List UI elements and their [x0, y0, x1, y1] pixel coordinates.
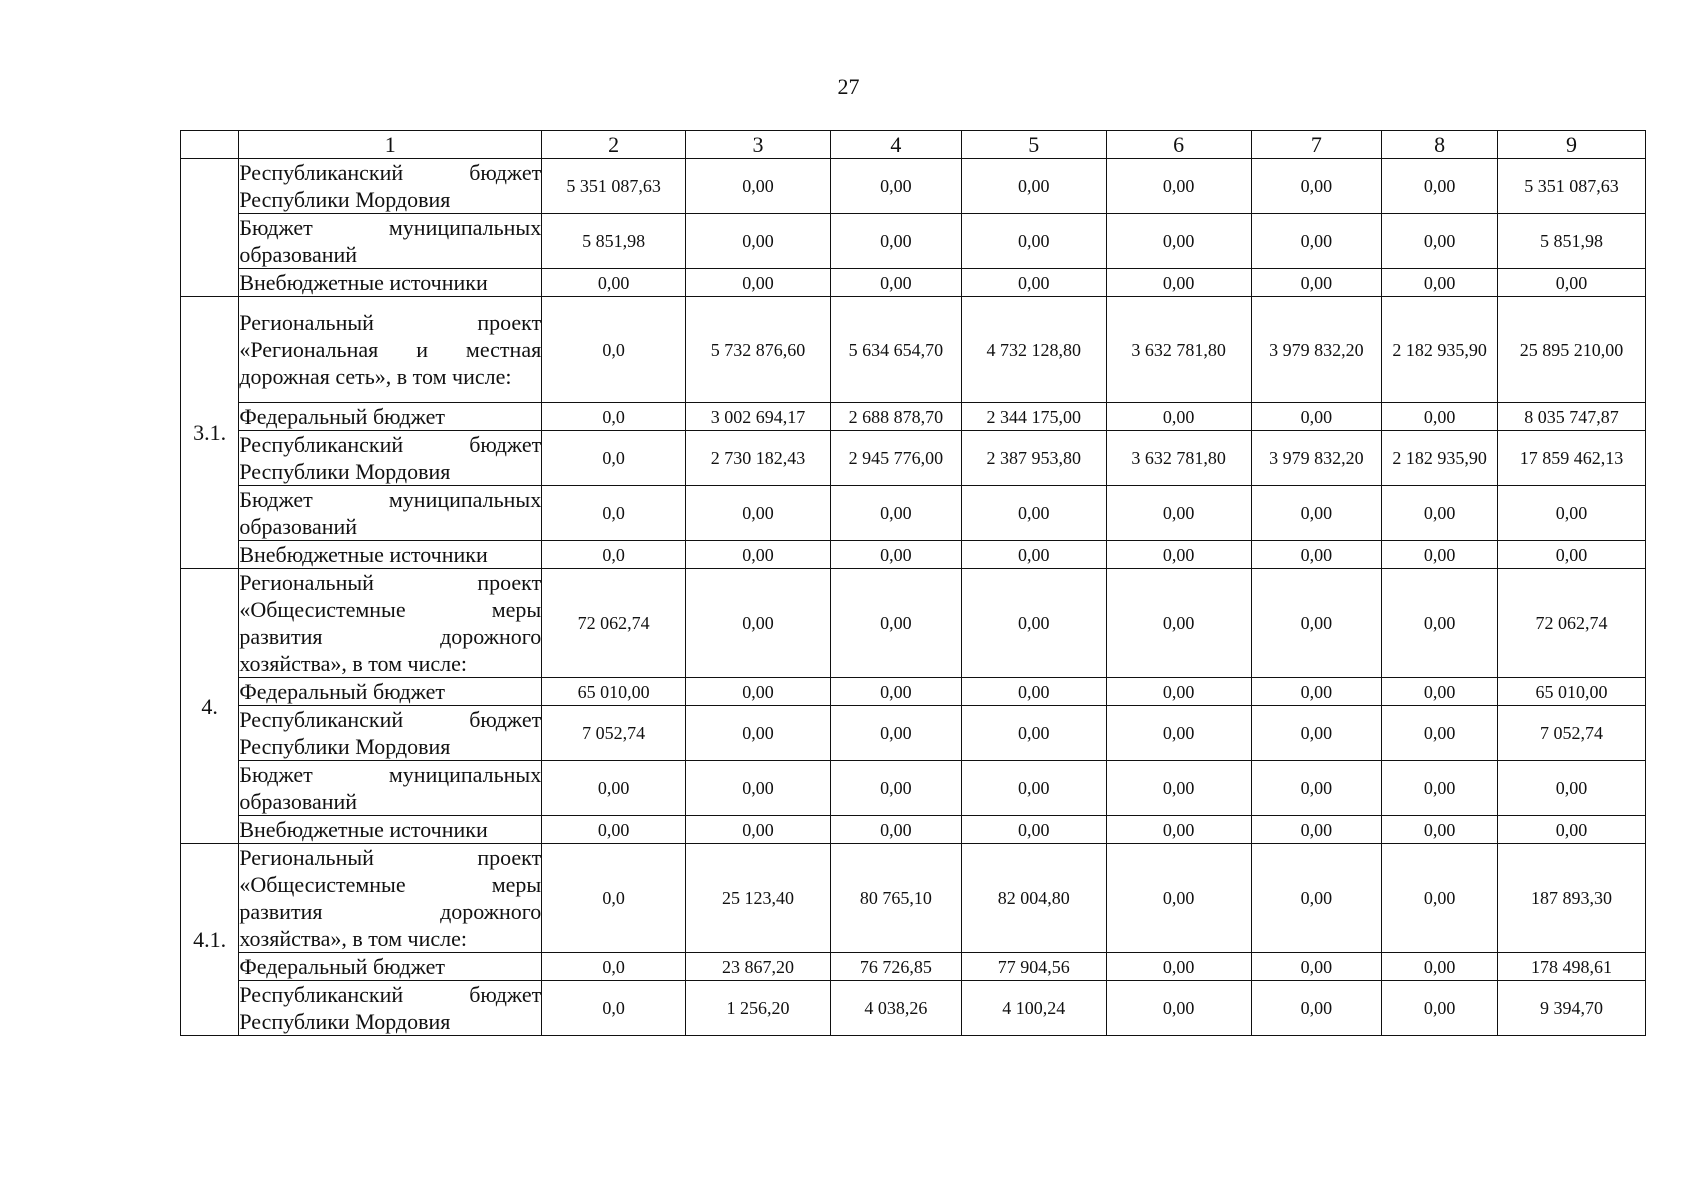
value-cell: 0,00	[830, 541, 961, 569]
value-cell: 65 010,00	[1498, 678, 1646, 706]
value-cell: 0,00	[1498, 816, 1646, 844]
value-cell: 4 038,26	[830, 981, 961, 1036]
table-row	[181, 981, 1646, 1036]
value-cell: 0,0	[542, 431, 686, 486]
value-cell: 0,00	[830, 678, 961, 706]
value-cell: 0,00	[1106, 214, 1251, 269]
row-label: Федеральный бюджет	[239, 953, 542, 981]
value-cell: 0,00	[1382, 159, 1498, 214]
value-cell: 0,00	[1382, 678, 1498, 706]
table-row	[181, 541, 1646, 569]
value-cell: 0,0	[542, 486, 686, 541]
value-cell: 82 004,80	[961, 844, 1106, 953]
value-cell: 0,00	[686, 816, 831, 844]
value-cell: 1 256,20	[686, 981, 831, 1036]
value-cell: 0,00	[1106, 541, 1251, 569]
header-cell: 6	[1106, 131, 1251, 159]
value-cell: 0,00	[1382, 486, 1498, 541]
value-cell: 7 052,74	[542, 706, 686, 761]
value-cell: 0,00	[1106, 678, 1251, 706]
row-label: Федеральный бюджет	[239, 678, 542, 706]
value-cell: 0,0	[542, 981, 686, 1036]
value-cell: 3 979 832,20	[1251, 431, 1382, 486]
value-cell: 72 062,74	[1498, 569, 1646, 678]
row-index	[181, 159, 239, 297]
budget-table	[180, 130, 1646, 1036]
table-row	[181, 403, 1646, 431]
value-cell: 5 634 654,70	[830, 297, 961, 403]
header-cell: 8	[1382, 131, 1498, 159]
value-cell: 0,00	[1251, 569, 1382, 678]
value-cell: 0,00	[1382, 269, 1498, 297]
value-cell: 0,0	[542, 403, 686, 431]
row-label: Республиканский бюджет Республики Мордовия	[239, 982, 542, 1034]
value-cell: 0,00	[1382, 981, 1498, 1036]
value-cell: 77 904,56	[961, 953, 1106, 981]
value-cell: 0,00	[686, 761, 831, 816]
value-cell: 0,00	[542, 816, 686, 844]
value-cell: 3 002 694,17	[686, 403, 831, 431]
table-row	[181, 431, 1646, 486]
row-label: Бюджет муниципальных образований	[239, 762, 542, 814]
value-cell: 0,00	[830, 214, 961, 269]
value-cell: 9 394,70	[1498, 981, 1646, 1036]
value-cell: 0,00	[961, 706, 1106, 761]
value-cell: 0,00	[1106, 486, 1251, 541]
row-label: Внебюджетные источники	[239, 541, 542, 569]
value-cell: 65 010,00	[542, 678, 686, 706]
header-cell: 1	[239, 131, 542, 159]
value-cell: 0,00	[1498, 486, 1646, 541]
value-cell: 0,00	[1251, 159, 1382, 214]
page-number: 27	[837, 74, 860, 99]
header-cell: 5	[961, 131, 1106, 159]
value-cell: 0,00	[830, 486, 961, 541]
value-cell: 76 726,85	[830, 953, 961, 981]
value-cell: 187 893,30	[1498, 844, 1646, 953]
value-cell: 0,00	[1106, 981, 1251, 1036]
value-cell: 0,00	[1498, 269, 1646, 297]
value-cell: 0,00	[961, 761, 1106, 816]
row-index: 3.1.	[181, 297, 239, 569]
value-cell: 0,00	[1382, 844, 1498, 953]
value-cell: 0,0	[542, 541, 686, 569]
value-cell: 0,00	[1382, 569, 1498, 678]
value-cell: 8 035 747,87	[1498, 403, 1646, 431]
value-cell: 0,00	[1498, 541, 1646, 569]
table-row	[181, 761, 1646, 816]
value-cell: 0,00	[686, 486, 831, 541]
value-cell: 0,00	[686, 706, 831, 761]
value-cell: 7 052,74	[1498, 706, 1646, 761]
table-row	[181, 269, 1646, 297]
value-cell: 0,00	[830, 706, 961, 761]
value-cell: 0,00	[1106, 844, 1251, 953]
value-cell: 4 732 128,80	[961, 297, 1106, 403]
value-cell: 3 979 832,20	[1251, 297, 1382, 403]
value-cell: 0,00	[1382, 953, 1498, 981]
table-row	[181, 816, 1646, 844]
value-cell: 4 100,24	[961, 981, 1106, 1036]
header-cell	[181, 131, 239, 159]
value-cell: 0,00	[961, 569, 1106, 678]
header-cell: 9	[1498, 131, 1646, 159]
value-cell: 0,00	[1251, 844, 1382, 953]
table-row	[181, 159, 1646, 214]
row-label: Республиканский бюджет Республики Мордовия	[239, 432, 542, 484]
header-cell: 2	[542, 131, 686, 159]
row-label: Внебюджетные источники	[239, 269, 542, 297]
value-cell: 25 895 210,00	[1498, 297, 1646, 403]
table-row	[181, 486, 1646, 541]
value-cell: 23 867,20	[686, 953, 831, 981]
value-cell: 0,00	[686, 159, 831, 214]
value-cell: 0,00	[961, 816, 1106, 844]
value-cell: 0,0	[542, 297, 686, 403]
value-cell: 0,0	[542, 844, 686, 953]
value-cell: 0,00	[961, 214, 1106, 269]
value-cell: 5 351 087,63	[542, 159, 686, 214]
table-row	[181, 953, 1646, 981]
value-cell: 0,00	[1382, 761, 1498, 816]
value-cell: 0,00	[1106, 403, 1251, 431]
value-cell: 0,00	[961, 159, 1106, 214]
table-row	[181, 214, 1646, 269]
value-cell: 0,00	[961, 269, 1106, 297]
table-row	[181, 297, 1646, 403]
row-index: 4.	[181, 569, 239, 844]
header-row	[181, 131, 1646, 159]
value-cell: 0,00	[1251, 214, 1382, 269]
value-cell: 0,00	[830, 761, 961, 816]
value-cell: 5 851,98	[1498, 214, 1646, 269]
value-cell: 0,00	[1251, 269, 1382, 297]
value-cell: 2 182 935,90	[1382, 431, 1498, 486]
value-cell: 0,00	[1106, 569, 1251, 678]
value-cell: 0,00	[961, 678, 1106, 706]
value-cell: 5 351 087,63	[1498, 159, 1646, 214]
row-label: Внебюджетные источники	[239, 816, 542, 844]
header-cell: 7	[1251, 131, 1382, 159]
value-cell: 0,00	[1251, 981, 1382, 1036]
row-label: Бюджет муниципальных образований	[239, 487, 542, 539]
value-cell: 0,00	[1251, 816, 1382, 844]
value-cell: 0,00	[1251, 678, 1382, 706]
value-cell: 0,00	[1382, 706, 1498, 761]
row-label: Бюджет муниципальных образований	[239, 215, 542, 267]
table-row	[181, 678, 1646, 706]
value-cell: 25 123,40	[686, 844, 831, 953]
value-cell: 3 632 781,80	[1106, 297, 1251, 403]
value-cell: 0,00	[830, 816, 961, 844]
value-cell: 0,00	[1251, 486, 1382, 541]
row-label: Региональный проект «Региональная и местная дорожная сеть», в том числе:	[239, 297, 542, 403]
value-cell: 0,00	[686, 678, 831, 706]
value-cell: 178 498,61	[1498, 953, 1646, 981]
value-cell: 0,00	[961, 541, 1106, 569]
value-cell: 0,00	[1106, 953, 1251, 981]
value-cell: 2 730 182,43	[686, 431, 831, 486]
value-cell: 0,00	[961, 486, 1106, 541]
table-row	[181, 706, 1646, 761]
row-label: Республиканский бюджет Республики Мордовия	[239, 160, 542, 212]
value-cell: 0,00	[1251, 953, 1382, 981]
header-cell: 3	[686, 131, 831, 159]
value-cell: 5 732 876,60	[686, 297, 831, 403]
row-label: Федеральный бюджет	[239, 403, 542, 431]
value-cell: 0,00	[830, 159, 961, 214]
value-cell: 0,00	[1106, 159, 1251, 214]
value-cell: 0,00	[686, 569, 831, 678]
header-cell: 4	[830, 131, 961, 159]
value-cell: 0,00	[1251, 761, 1382, 816]
value-cell: 0,00	[686, 214, 831, 269]
value-cell: 0,00	[1382, 214, 1498, 269]
row-label: Региональный проект «Общесистемные меры развития дорожного хозяйства», в том числе:	[239, 570, 542, 676]
value-cell: 0,00	[1382, 541, 1498, 569]
value-cell: 72 062,74	[542, 569, 686, 678]
value-cell: 2 182 935,90	[1382, 297, 1498, 403]
value-cell: 0,00	[686, 541, 831, 569]
value-cell: 0,00	[686, 269, 831, 297]
row-label: Региональный проект «Общесистемные меры развития дорожного хозяйства», в том числе:	[239, 845, 542, 951]
value-cell: 17 859 462,13	[1498, 431, 1646, 486]
value-cell: 0,00	[542, 761, 686, 816]
value-cell: 0,00	[1251, 541, 1382, 569]
table-row	[181, 844, 1646, 953]
value-cell: 0,00	[1382, 816, 1498, 844]
value-cell: 0,00	[1382, 403, 1498, 431]
value-cell: 3 632 781,80	[1106, 431, 1251, 486]
table-row	[181, 569, 1646, 678]
value-cell: 0,00	[1251, 403, 1382, 431]
value-cell: 0,00	[1106, 761, 1251, 816]
value-cell: 0,00	[830, 569, 961, 678]
value-cell: 0,00	[542, 269, 686, 297]
value-cell: 0,00	[1498, 761, 1646, 816]
value-cell: 0,0	[542, 953, 686, 981]
value-cell: 2 387 953,80	[961, 431, 1106, 486]
value-cell: 0,00	[1106, 816, 1251, 844]
value-cell: 0,00	[1251, 706, 1382, 761]
value-cell: 80 765,10	[830, 844, 961, 953]
row-label: Республиканский бюджет Республики Мордовия	[239, 707, 542, 759]
value-cell: 2 688 878,70	[830, 403, 961, 431]
value-cell: 2 945 776,00	[830, 431, 961, 486]
value-cell: 0,00	[830, 269, 961, 297]
value-cell: 0,00	[1106, 706, 1251, 761]
value-cell: 0,00	[1106, 269, 1251, 297]
value-cell: 5 851,98	[542, 214, 686, 269]
row-index: 4.1.	[181, 844, 239, 1036]
value-cell: 2 344 175,00	[961, 403, 1106, 431]
